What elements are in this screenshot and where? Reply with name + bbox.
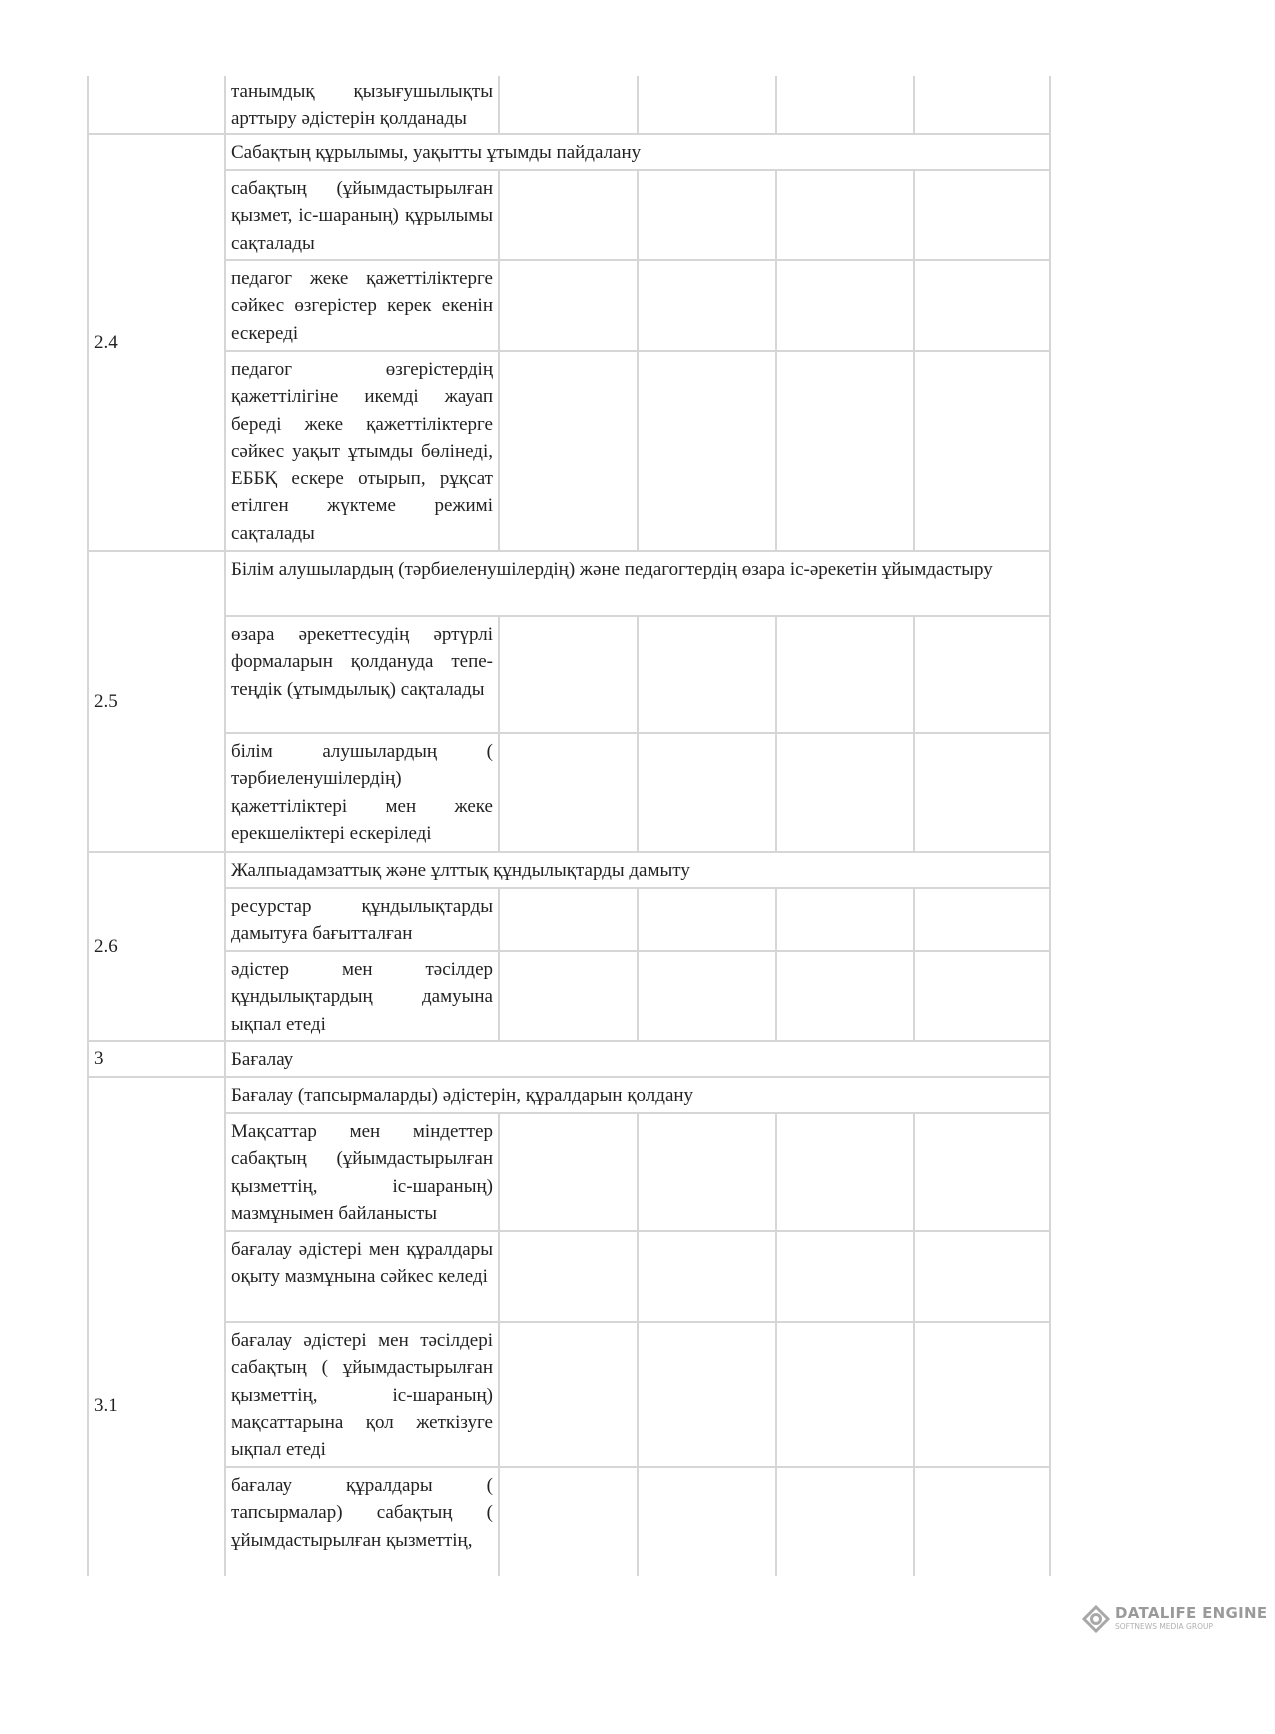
score-col-divider [775,887,777,1040]
score-col-divider [913,169,915,550]
criterion-text: танымдық қызығушылықты арттыру әдістерін қолданады [231,81,493,130]
section-number: 3 [94,1048,104,1070]
criterion-text: педагог жеке қажеттіліктерге сәйкес өзгерістер керек екенін ескереді [231,268,493,344]
criterion-text: бағалау әдістері мен тәсілдері сабақтың ( ұйымдастырылған қызметтің, іс-шараның) мақсаттарына қол жеткізуге ықпал етеді [231,1330,493,1461]
criterion-text: бағалау құралдары ( тапсырмалар) сабақтың ( ұйымдастырылған қызметтің, [231,1475,493,1551]
section-heading: Жалпыадамзаттық және ұлттық құндылықтарды дамыту [231,860,690,881]
score-col-divider [637,887,639,1040]
score-col-divider [775,169,777,550]
score-col-divider [498,76,500,133]
score-col-divider [498,1112,500,1576]
score-col-divider [637,169,639,550]
score-col-divider [913,615,915,851]
criterion-text: әдістер мен тәсілдер құндылықтардың дамуына ықпал етеді [231,959,493,1035]
datalife-logo-icon [1082,1605,1110,1633]
datalife-engine-watermark [1082,1604,1268,1634]
criterion-text: өзара әрекеттесудің әртүрлі формаларын қолдануда тепе-теңдік (ұтымдылық) сақталады [231,624,493,700]
section-number: 3.1 [94,1395,118,1417]
score-col-divider [498,887,500,1040]
score-col-divider [775,76,777,133]
section-heading: Сабақтың құрылымы, уақытты ұтымды пайдалану [231,142,642,163]
section-heading: Бағалау [231,1049,294,1070]
score-col-divider [775,1112,777,1576]
score-col-divider [913,1112,915,1576]
watermark-title: DATALIFE ENGINE [1115,1604,1268,1622]
section-number: 2.4 [94,331,118,353]
watermark-subtitle: SOFTNEWS MEDIA GROUP [1115,1622,1213,1631]
criterion-text: білім алушылардың ( тәрбиеленушілердің) қажеттіліктері мен жеке ерекшеліктері ескеріледі [231,741,493,844]
criterion-text: ресурстар құндылықтарды дамытуға бағытталған [231,896,493,945]
criterion-text: бағалау әдістері мен құралдары оқыту мазмұнына сәйкес келеді [231,1239,493,1288]
score-col-divider [913,76,915,133]
score-col-divider [498,169,500,550]
criterion-text: педагог өзгерістердің қажеттілігіне икемді жауап береді жеке қажеттіліктерге сәйкес уақыт ұтымды бөлінеді, ЕББҚ ескере отырып, рұқсат етілген жүктеме режимі сақталады [231,359,493,544]
score-col-divider [637,615,639,851]
section-heading: Білім алушылардың (тәрбиеленушілердің) және педагогтердің өзара іс-әрекетін ұйымдастыру [231,559,993,580]
criteria-table [87,76,1050,1576]
score-col-divider [913,887,915,1040]
score-col-divider [775,615,777,851]
col-divider [1049,76,1051,1576]
criterion-text: сабақтың (ұйымдастырылған қызмет, іс-шараның) құрылымы сақталады [231,178,493,254]
section-heading: Бағалау (тапсырмаларды) әдістерін, құралдарын қолдану [231,1085,694,1106]
score-col-divider [637,76,639,133]
section-number: 2.6 [94,935,118,957]
score-col-divider [498,615,500,851]
score-col-divider [637,1112,639,1576]
section-number: 2.5 [94,690,118,712]
criterion-text: Мақсаттар мен міндеттер сабақтың (ұйымдастырылған қызметтің, іс-шараның) мазмұнымен байланысты [231,1121,493,1224]
